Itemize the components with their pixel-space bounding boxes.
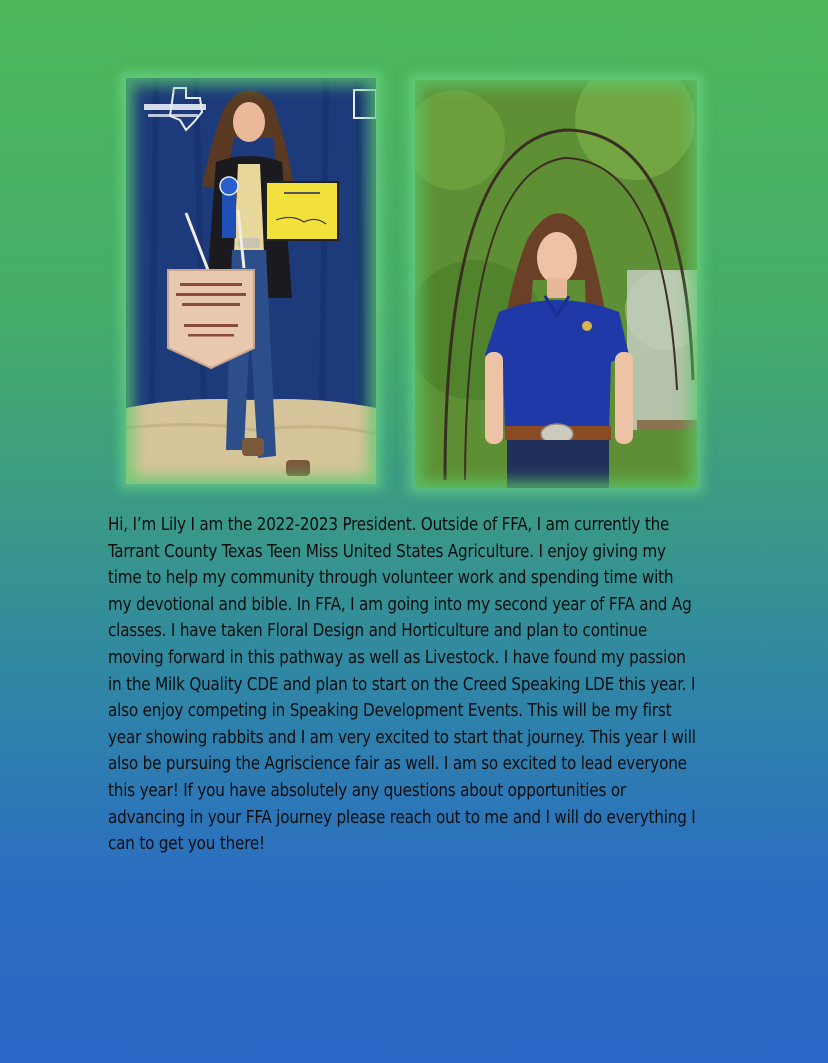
ffa-portrait-illustration — [415, 80, 697, 488]
photo-ffa-portrait — [415, 80, 697, 488]
photo-livestock-award — [126, 78, 376, 484]
yellow-placard — [266, 182, 338, 240]
blue-ffa-polo — [485, 300, 629, 435]
blue-ribbon — [220, 177, 238, 238]
bio-paragraph: Hi, I’m Lily I am the 2022-2023 President. Outside of FFA, I am currently the Tarrant County Texas Teen Miss United States Agriculture. I enjoy giving my time to help my community through volunteer work and spending time with my devotional and bible. In FFA, I am going into my second year of FFA and Ag classes. I have taken Floral Design and Horticulture and plan to continue moving forward in this pathway as well as Livestock. I have found my passion in the Milk Quality CDE and plan to start on the Creed Speaking LDE this year. I also enjoy competing in Speaking Development Events. This will be my first year showing rabbits and I am very excited to start that journey. This year I will also be pursuing the Agriscience fair as well. I am so excited to lead everyone this year! If you have absolutely any questions about opportunities or advancing in your FFA journey please reach out to me and I will do everything I can to get you there! — [108, 515, 696, 855]
livestock-award-illustration — [126, 78, 376, 484]
